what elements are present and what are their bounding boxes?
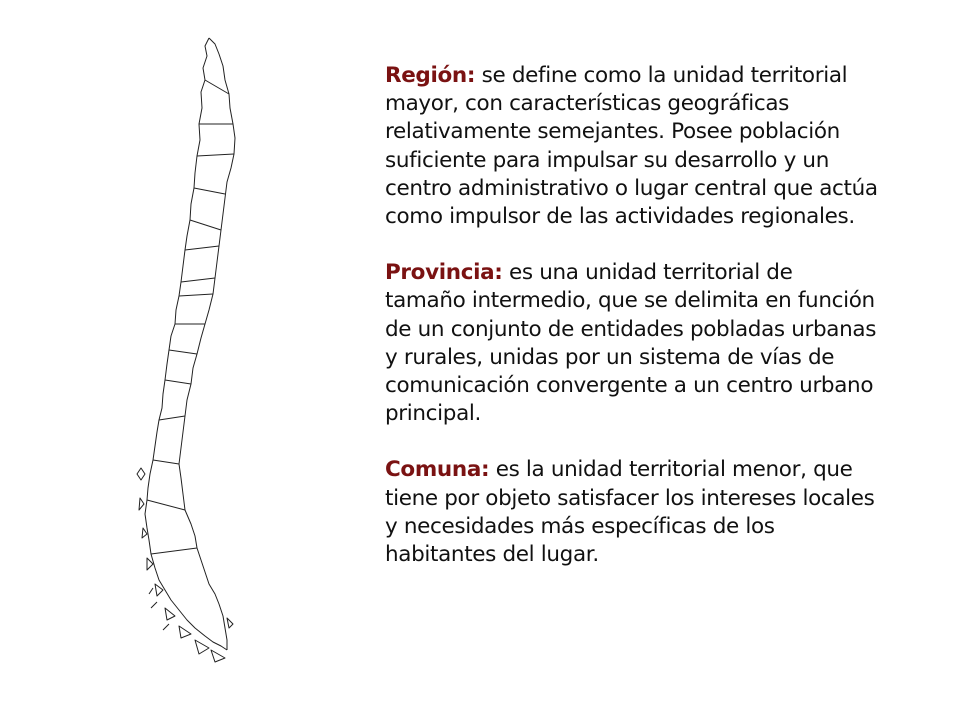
term-provincia: Provincia: xyxy=(385,260,503,286)
definition-line: como impulsor de las actividades regionales. xyxy=(385,204,855,230)
definition-provincia xyxy=(385,259,925,428)
definition-line: tamaño intermedio, que se delimita en función xyxy=(385,288,875,314)
definition-line xyxy=(385,456,925,484)
definition-line: de un conjunto de entidades pobladas urbanas xyxy=(385,316,877,342)
definition-line xyxy=(385,62,925,90)
definition-line: tiene por objeto satisfacer los intereses locales xyxy=(385,485,875,511)
definition-line: y rurales, unidas por un sistema de vías de xyxy=(385,344,835,370)
definition-line: y necesidades más específicas de los xyxy=(385,513,775,539)
definition-line: comunicación convergente a un centro urbano xyxy=(385,373,874,399)
chile-regions-map-icon xyxy=(135,28,245,668)
definition-line: suficiente para impulsar su desarrollo y un xyxy=(385,147,829,173)
term-comuna: Comuna: xyxy=(385,457,490,483)
definition-line: principal. xyxy=(385,401,482,427)
definitions-panel xyxy=(385,62,925,597)
definition-line xyxy=(385,259,925,287)
definition-comuna xyxy=(385,456,925,569)
chile-map xyxy=(135,28,245,668)
definition-text: es la unidad territorial menor, que xyxy=(489,457,853,483)
definition-text: se define como la unidad territorial xyxy=(475,63,848,88)
definition-region xyxy=(385,62,925,231)
definition-line: mayor, con características geográficas xyxy=(385,91,790,117)
definition-line: relativamente semejantes. Posee población xyxy=(385,119,840,145)
definition-line: habitantes del lugar. xyxy=(385,542,599,568)
term-region: Región: xyxy=(385,63,476,88)
definition-line: centro administrativo o lugar central que actúa xyxy=(385,175,878,201)
definition-text: es una unidad territorial de xyxy=(502,260,793,286)
